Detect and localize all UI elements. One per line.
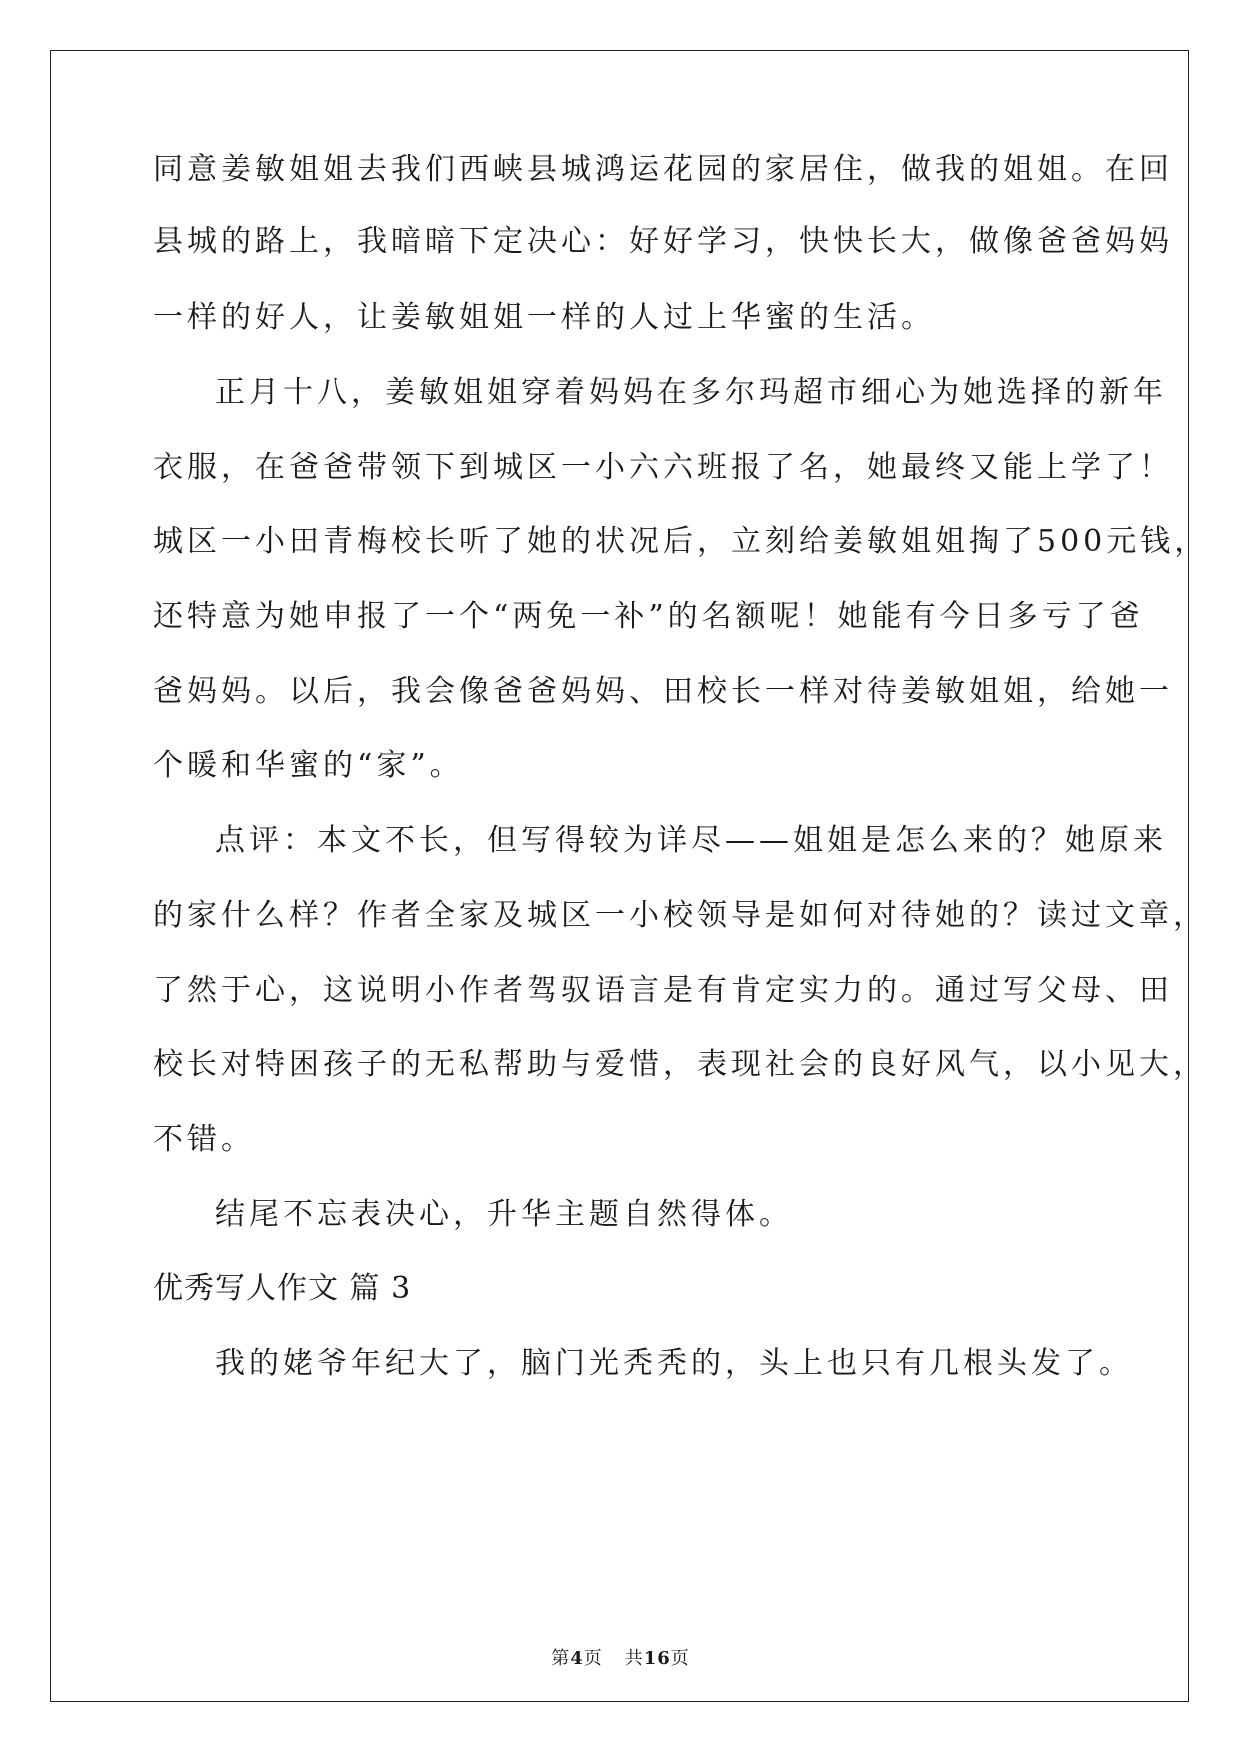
paragraph-start-line: 正月十八，姜敏姐姐穿着妈妈在多尔玛超市细心为她选择的新年: [215, 375, 1167, 410]
footer-page-current: 4: [570, 1648, 584, 1669]
text-line: 的家什么样？作者全家及城区一小校领导是如何对待她的？读过文章，: [153, 898, 1207, 933]
text-line: 还特意为她申报了一个“两免一补”的名额呢！她能有今日多亏了爸: [153, 599, 1144, 634]
text-line: 县城的路上，我暗暗下定决心：好好学习，快快长大，做像爸爸妈妈: [153, 224, 1173, 259]
footer-page-suffix: 页: [583, 1648, 603, 1669]
section-heading: 优秀写人作文 篇 3: [153, 1271, 412, 1306]
footer-total-suffix: 页: [670, 1648, 690, 1669]
footer-page-prefix: 第: [551, 1648, 571, 1669]
comment-end-line: 结尾不忘表决心，升华主题自然得体。: [215, 1197, 793, 1232]
text-line: 同意姜敏姐姐去我们西峡县城鸿运花园的家居住，做我的姐姐。在回: [153, 152, 1173, 187]
text-line: 一样的好人，让姜敏姐姐一样的人过上华蜜的生活。: [153, 300, 935, 335]
comment-start-line: 点评：本文不长，但写得较为详尽——姐姐是怎么来的？她原来: [215, 823, 1167, 858]
text-line: 城区一小田青梅校长听了她的状况后，立刻给姜敏姐姐掏了500元钱，: [153, 524, 1209, 559]
footer-page-total: 16: [643, 1648, 671, 1669]
text-line: 了然于心，这说明小作者驾驭语言是有肯定实力的。通过写父母、田: [153, 973, 1173, 1008]
text-line: 校长对特困孩子的无私帮助与爱惜，表现社会的良好风气，以小见大，: [153, 1047, 1207, 1082]
page-footer: [0, 1647, 1241, 1671]
text-line: 衣服，在爸爸带领下到城区一小六六班报了名，她最终又能上学了！: [153, 450, 1173, 485]
paragraph-start-line: 我的姥爷年纪大了，脑门光秃秃的，头上也只有几根头发了。: [215, 1346, 1133, 1381]
text-line: 个暖和华蜜的“家”。: [153, 748, 464, 783]
text-line: 不错。: [153, 1122, 255, 1157]
text-line: 爸妈妈。以后，我会像爸爸妈妈、田校长一样对待姜敏姐姐，给她一: [153, 674, 1173, 709]
footer-total-prefix: 共: [624, 1648, 644, 1669]
